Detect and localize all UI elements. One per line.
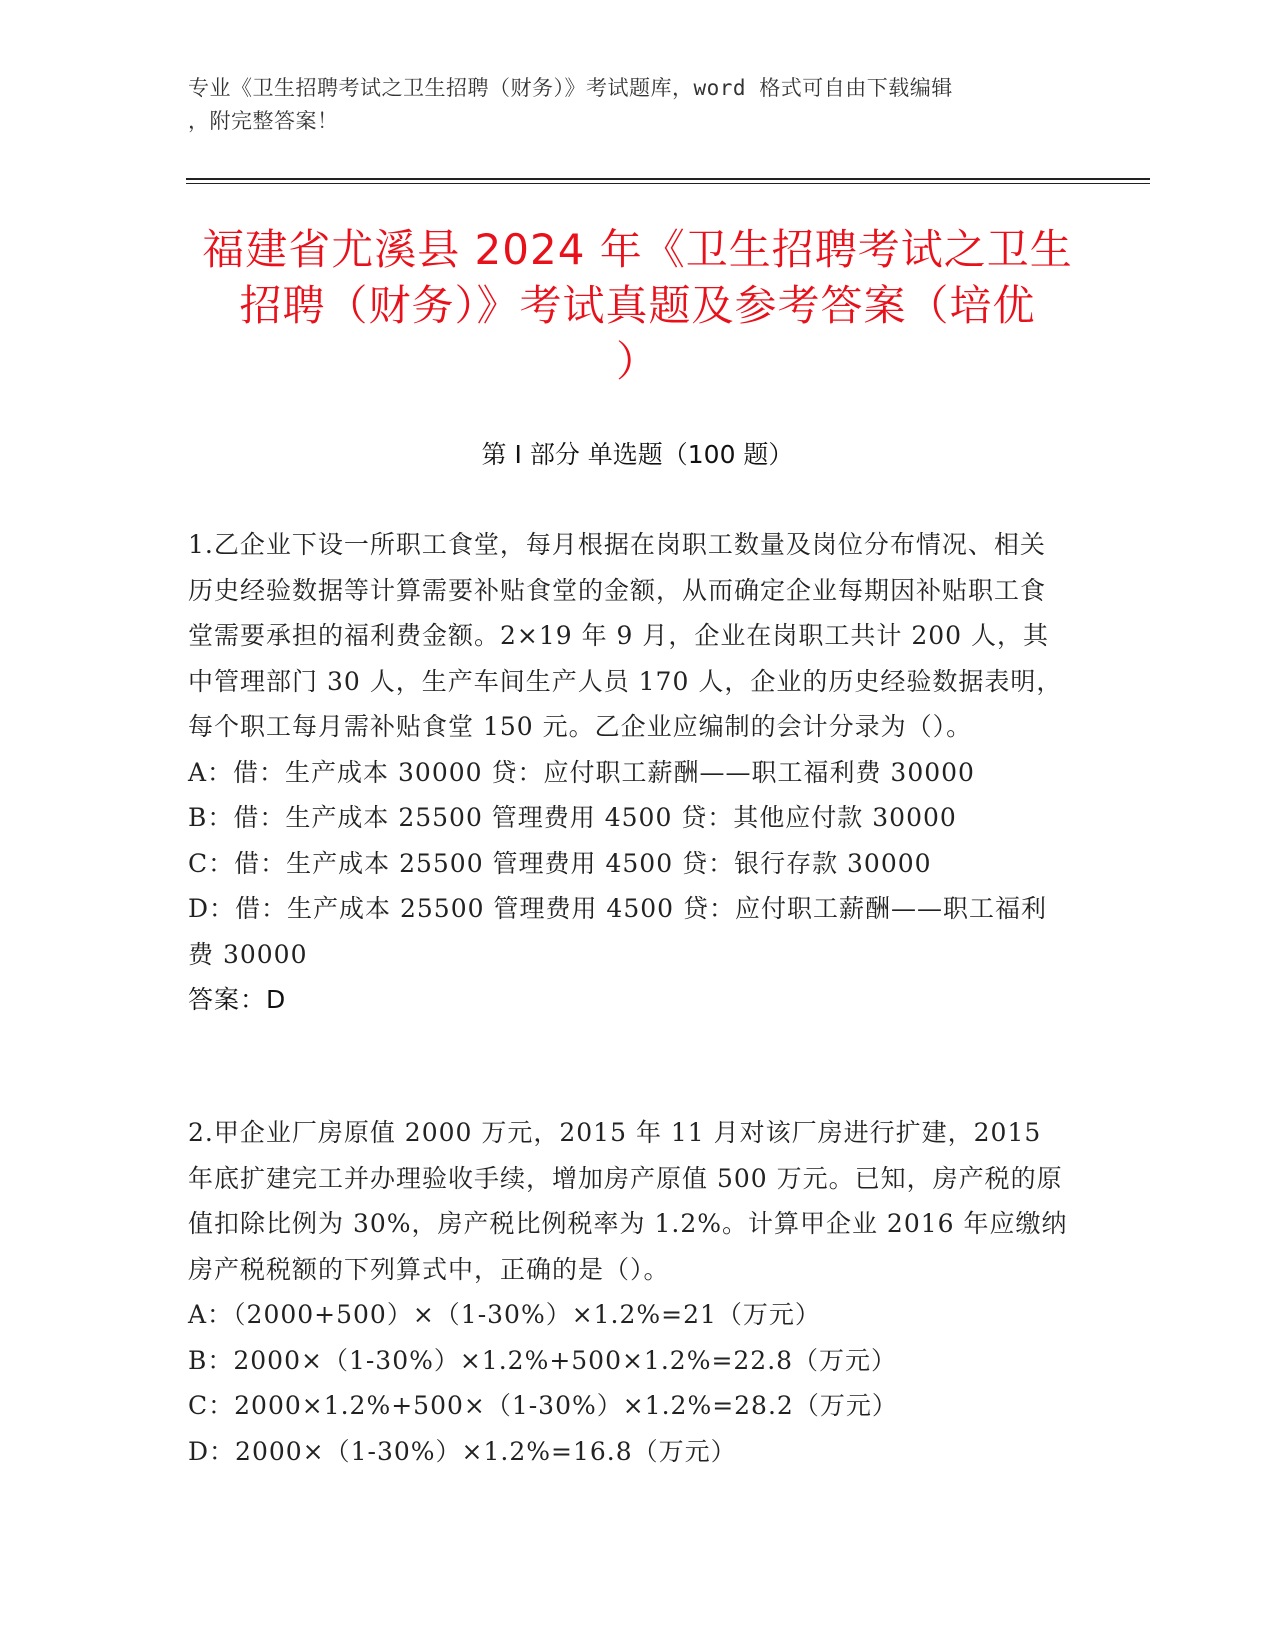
option-a: A：借：生产成本 30000 贷：应付职工薪酬——职工福利费 30000 bbox=[188, 757, 975, 787]
header-note-line-1: 专业《卫生招聘考试之卫生招聘（财务）》考试题库，word 格式可自由下载编辑 bbox=[188, 76, 953, 100]
document-title-line-3: ） bbox=[615, 337, 659, 386]
document-title-line-1: 福建省尤溪县 2024 年《卫生招聘考试之卫生 bbox=[202, 225, 1073, 274]
document-title bbox=[170, 222, 1105, 390]
option-c: C：借：生产成本 25500 管理费用 4500 贷：银行存款 30000 bbox=[188, 848, 932, 878]
option-a: A：（2000+500）×（1-30%）×1.2%=21（万元） bbox=[188, 1300, 821, 1329]
document-title-line-2: 招聘（财务）》考试真题及参考答案（培优 bbox=[239, 281, 1036, 330]
option-c: C：2000×1.2%+500×（1-30%）×1.2%=28.2（万元） bbox=[188, 1391, 898, 1420]
option-b: B：2000×（1-30%）×1.2%+500×1.2%=22.8（万元） bbox=[188, 1345, 898, 1375]
header-note-line-2: ，附完整答案！ bbox=[188, 109, 339, 133]
option-d: D：2000×（1-30%）×1.2%=16.8（万元） bbox=[188, 1436, 737, 1466]
question-1 bbox=[188, 522, 1068, 1023]
question-2 bbox=[188, 1110, 1068, 1474]
header-rule-thick bbox=[186, 178, 1150, 180]
option-b: B：借：生产成本 25500 管理费用 4500 贷：其他应付款 30000 bbox=[188, 803, 957, 832]
header-rule-thin bbox=[186, 183, 1150, 184]
question-stem: 1.乙企业下设一所职工食堂，每月根据在岗职工数量及岗位分布情况、相关历史经验数据等计算需要补贴食堂的金额，从而确定企业每期因补贴职工食堂需要承担的福利费金额。2×19 年 9 月，企业在岗职工共计 200 人，其中管理部门 30 人，生产车间生产人员 170 人，企业的历史经验数据表明，每个职工每月需补贴食堂 150 元。乙企业应编制的会计分录为（）。 bbox=[188, 530, 1063, 741]
header-note bbox=[188, 72, 1088, 138]
section-heading: 第 I 部分 单选题（100 题） bbox=[481, 440, 794, 469]
answer-line: 答案：D bbox=[188, 985, 287, 1014]
question-stem: 2.甲企业厂房原值 2000 万元，2015 年 11 月对该厂房进行扩建，2015 年底扩建完工并办理验收手续，增加房产原值 500 万元。已知，房产税的原值扣除比例为 30%，房产税比例税率为 1.2%。计算甲企业 2016 年应缴纳房产税税额的下列算式中，正确的是（）。 bbox=[188, 1118, 1068, 1284]
option-d: D：借：生产成本 25500 管理费用 4500 贷：应付职工薪酬——职工福利费 30000 bbox=[188, 894, 1047, 969]
